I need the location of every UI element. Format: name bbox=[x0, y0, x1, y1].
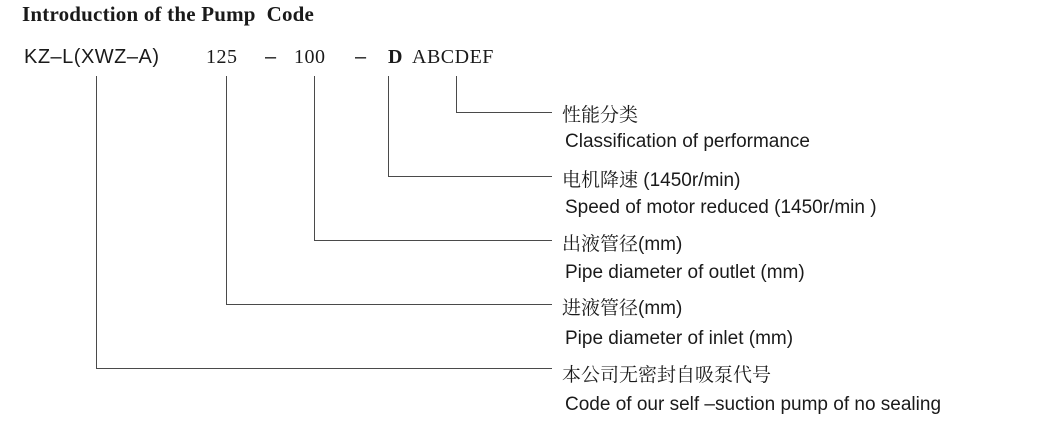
page-title: Introduction of the Pump Code bbox=[22, 2, 315, 26]
label-en-outlet: Pipe diameter of outlet (mm) bbox=[565, 262, 805, 283]
label-cn-outlet: 出液管径(mm) bbox=[562, 234, 683, 255]
label-cn-inlet: 进液管径(mm) bbox=[562, 298, 683, 319]
label-cn-motor: 电机降速 (1450r/min) bbox=[562, 170, 741, 191]
label-en-motor: Speed of motor reduced (1450r/min ) bbox=[565, 197, 877, 218]
leader-line-inlet-horizontal bbox=[226, 304, 552, 305]
code-part-outlet: 100 bbox=[294, 46, 326, 68]
code-part-motor: D bbox=[388, 46, 403, 68]
label-en-inlet: Pipe diameter of inlet (mm) bbox=[565, 328, 794, 349]
leader-line-performance-horizontal bbox=[456, 112, 552, 113]
leader-line-motor-vertical bbox=[388, 76, 389, 176]
leader-line-inlet-vertical bbox=[226, 76, 227, 304]
label-cn-code: 本公司无密封自吸泵代号 bbox=[562, 365, 772, 386]
leader-line-outlet-vertical bbox=[314, 76, 315, 240]
label-cn-performance: 性能分类 bbox=[562, 105, 639, 126]
code-part-main: KZ–L(XWZ–A) bbox=[24, 46, 160, 68]
leader-line-motor-horizontal bbox=[388, 176, 552, 177]
leader-line-performance-vertical bbox=[456, 76, 457, 112]
code-dash-1: – bbox=[265, 46, 277, 68]
label-en-code: Code of our self –suction pump of no sealing bbox=[565, 394, 942, 415]
code-part-performance: ABCDEF bbox=[412, 46, 494, 68]
leader-line-outlet-horizontal bbox=[314, 240, 552, 241]
code-part-inlet: 125 bbox=[206, 46, 238, 68]
code-dash-2: – bbox=[355, 46, 367, 68]
label-en-performance: Classification of performance bbox=[565, 131, 810, 152]
leader-line-code-horizontal bbox=[96, 368, 552, 369]
leader-line-code-vertical bbox=[96, 76, 97, 368]
